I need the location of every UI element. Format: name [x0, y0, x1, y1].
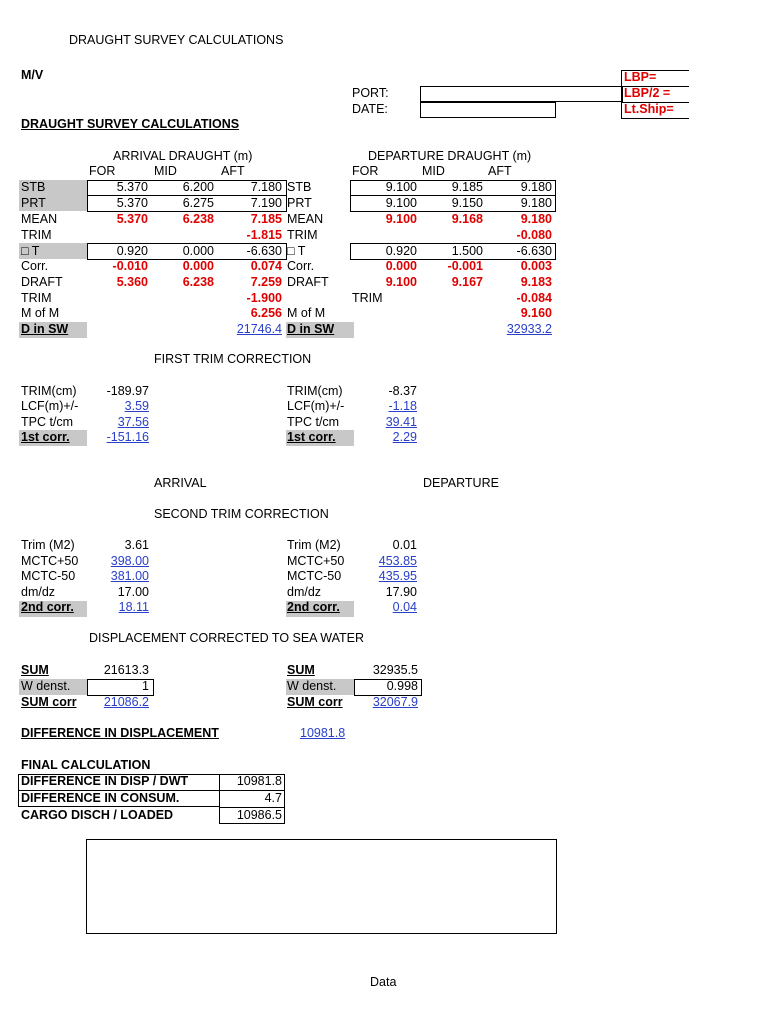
arrival-row-label: □ T [21, 244, 40, 258]
lbp-label: LBP= [624, 70, 657, 84]
departure-row-label: TRIM [287, 228, 318, 242]
first-trim-arrival-label: LCF(m)+/- [21, 399, 79, 414]
second-trim-arrival-label: 2nd corr. [21, 600, 74, 615]
departure-row-label: M of M [287, 306, 326, 320]
second-trim-departure-value[interactable]: 0.04 [392, 600, 417, 615]
departure-for-value: 0.000 [385, 259, 417, 273]
arrival-row-label: DRAFT [21, 275, 63, 289]
second-trim-arrival-value: 17.00 [117, 584, 149, 599]
first-trim-arrival-value[interactable]: -151.16 [106, 429, 149, 444]
first-trim-title: FIRST TRIM CORRECTION [154, 352, 312, 366]
departure-for-value: 9.100 [385, 212, 417, 226]
arrival-for-value: -0.010 [112, 259, 148, 273]
departure-row-label: TRIM [352, 291, 383, 305]
arrival-row-label: STB [21, 180, 46, 194]
second-trim-departure-label: 2nd corr. [287, 600, 340, 615]
first-trim-departure-label: LCF(m)+/- [287, 399, 345, 414]
port-field[interactable] [420, 86, 623, 102]
lbp-half-label: LBP/2 = [624, 86, 671, 100]
departure-aft-value[interactable]: 9.180 [520, 180, 552, 194]
arrival-row-label: TRIM [21, 228, 52, 242]
departure-col-mid: MID [422, 164, 445, 178]
departure-row-label: □ T [287, 244, 306, 258]
displacement-arrival-value[interactable]: 1 [142, 679, 149, 693]
departure-aft-value: 32933.2 [506, 322, 552, 336]
final-row-value: 10986.5 [236, 808, 282, 822]
second-trim-arrival-value[interactable]: 381.00 [110, 569, 149, 584]
arrival-mid-value: 6.238 [182, 275, 214, 289]
displacement-departure-value: 32935.5 [372, 663, 418, 677]
displacement-departure-value[interactable]: 32067.9 [372, 695, 418, 709]
departure-aft-value[interactable]: -6.630 [516, 244, 552, 258]
final-row-value: 10981.8 [236, 774, 282, 788]
second-trim-arrival-label: MCTC-50 [21, 569, 76, 584]
second-trim-arrival-label: dm/dz [21, 584, 56, 599]
final-title: FINAL CALCULATION [21, 758, 151, 772]
arrival-col-aft: AFT [221, 164, 245, 178]
final-row-label: CARGO DISCH / LOADED [21, 808, 174, 822]
first-trim-departure-label: TRIM(cm) [287, 384, 343, 398]
arrival-aft-value[interactable]: 7.180 [250, 180, 282, 194]
arrival-aft-value: 6.256 [250, 306, 282, 320]
displacement-arrival-label: SUM corr [21, 695, 77, 709]
page-heading: DRAUGHT SURVEY CALCULATIONS [69, 33, 284, 47]
final-row-value: 4.7 [264, 791, 282, 805]
displacement-departure-label: SUM [287, 663, 315, 677]
arrival-for-value: 5.360 [116, 275, 148, 289]
arrival-for-value[interactable]: 5.370 [116, 180, 148, 194]
arrival-row-label: TRIM [21, 291, 52, 305]
difference-value[interactable]: 10981.8 [300, 726, 346, 740]
departure-row-label: MEAN [287, 212, 324, 226]
departure-row-label: STB [287, 180, 312, 194]
displacement-arrival-value: 21613.3 [103, 663, 149, 677]
second-trim-departure-label: MCTC-50 [287, 569, 342, 584]
departure-mid-value: 9.167 [451, 275, 483, 289]
first-trim-departure-value[interactable]: -1.18 [388, 399, 417, 414]
departure-aft-value: -0.084 [516, 291, 552, 305]
first-trim-departure-value: -8.37 [388, 384, 417, 398]
displacement-departure-value[interactable]: 0.998 [386, 679, 418, 693]
arrival-aft-value: 7.259 [250, 275, 282, 289]
departure-for-value[interactable]: 9.100 [385, 180, 417, 194]
displacement-arrival-value[interactable]: 21086.2 [103, 695, 149, 709]
first-trim-departure-value[interactable]: 39.41 [385, 414, 417, 429]
departure-aft-value[interactable]: 9.180 [520, 196, 552, 210]
first-trim-departure-label: TPC t/cm [287, 414, 340, 429]
first-trim-arrival-value: -189.97 [106, 384, 149, 398]
arrival-mid-value[interactable]: 6.275 [182, 196, 214, 210]
departure-col-for: FOR [352, 164, 379, 178]
departure-aft-value: 9.180 [520, 212, 552, 226]
second-trim-departure-value[interactable]: 453.85 [378, 553, 417, 568]
departure-aft-value: 9.160 [520, 306, 552, 320]
arrival-draught-title: ARRIVAL DRAUGHT (m) [113, 149, 253, 163]
date-field[interactable] [420, 102, 556, 118]
arrival-mid-value[interactable]: 6.200 [182, 180, 214, 194]
second-trim-departure-label: dm/dz [287, 584, 322, 599]
second-trim-title: SECOND TRIM CORRECTION [154, 507, 329, 521]
first-trim-departure-value[interactable]: 2.29 [392, 429, 417, 444]
departure-for-value[interactable]: 0.920 [385, 244, 417, 258]
displacement-arrival-label: W denst. [21, 679, 71, 693]
second-trim-departure-label: MCTC+50 [287, 553, 345, 568]
arrival-row-label: M of M [21, 306, 60, 320]
departure-aft-value: 0.003 [520, 259, 552, 273]
departure-col-aft: AFT [488, 164, 512, 178]
vessel-label: M/V [21, 68, 44, 82]
departure-draught-title: DEPARTURE DRAUGHT (m) [368, 149, 532, 163]
arrival-row-label: MEAN [21, 212, 58, 226]
departure-row-label: D in SW [287, 322, 335, 336]
arrival-row-label: D in SW [21, 322, 69, 336]
arrival-mid-value: 0.000 [182, 259, 214, 273]
arrival-col-mid: MID [154, 164, 177, 178]
departure-row-label: DRAFT [287, 275, 329, 289]
arrival-aft-value: 0.074 [250, 259, 282, 273]
remarks-box[interactable] [86, 839, 557, 934]
first-trim-arrival-value[interactable]: 3.59 [124, 399, 149, 414]
first-trim-departure-label: 1st corr. [287, 429, 336, 444]
arrival-heading: ARRIVAL [154, 476, 207, 490]
departure-mid-value[interactable]: 9.150 [451, 196, 483, 210]
departure-mid-value[interactable]: 9.185 [451, 180, 483, 194]
displacement-title: DISPLACEMENT CORRECTED TO SEA WATER [89, 631, 365, 645]
arrival-aft-value[interactable]: 7.190 [250, 196, 282, 210]
departure-row-label: PRT [287, 196, 312, 210]
first-trim-arrival-label: TRIM(cm) [21, 384, 77, 398]
arrival-mid-value: 6.238 [182, 212, 214, 226]
first-trim-arrival-label: 1st corr. [21, 429, 70, 444]
light-ship-label: Lt.Ship= [624, 102, 674, 116]
departure-mid-value[interactable]: 1.500 [451, 244, 483, 258]
second-trim-arrival-value[interactable]: 398.00 [110, 553, 149, 568]
arrival-for-value: 5.370 [116, 212, 148, 226]
departure-row-label: Corr. [287, 259, 315, 273]
arrival-row-label: PRT [21, 196, 46, 210]
date-label: DATE: [352, 102, 388, 116]
displacement-arrival-label: SUM [21, 663, 49, 677]
sheet-tab-data[interactable]: Data [370, 975, 397, 989]
difference-label: DIFFERENCE IN DISPLACEMENT [21, 726, 219, 740]
arrival-row-label: Corr. [21, 259, 49, 273]
arrival-aft-value: -1.815 [246, 228, 282, 242]
departure-mid-value: 9.168 [451, 212, 483, 226]
final-row-label: DIFFERENCE IN CONSUM. [21, 791, 180, 805]
departure-mid-value: -0.001 [447, 259, 483, 273]
second-trim-departure-value: 0.01 [392, 538, 417, 552]
departure-for-value: 9.100 [385, 275, 417, 289]
section-title: DRAUGHT SURVEY CALCULATIONS [21, 117, 240, 131]
port-label: PORT: [352, 86, 389, 100]
second-trim-departure-label: Trim (M2) [287, 538, 341, 552]
arrival-aft-value: 21746.4 [236, 322, 282, 336]
arrival-mid-value[interactable]: 0.000 [182, 244, 214, 258]
second-trim-arrival-value: 3.61 [124, 538, 149, 552]
final-row-label: DIFFERENCE IN DISP / DWT [21, 774, 189, 788]
arrival-aft-value[interactable]: -6.630 [246, 244, 282, 258]
second-trim-departure-value[interactable]: 435.95 [378, 569, 417, 584]
arrival-for-value[interactable]: 0.920 [116, 244, 148, 258]
displacement-departure-label: W denst. [287, 679, 337, 693]
arrival-for-value[interactable]: 5.370 [116, 196, 148, 210]
second-trim-arrival-label: Trim (M2) [21, 538, 75, 552]
departure-aft-value: -0.080 [516, 228, 552, 242]
second-trim-departure-value: 17.90 [385, 584, 417, 599]
departure-for-value[interactable]: 9.100 [385, 196, 417, 210]
first-trim-arrival-value[interactable]: 37.56 [117, 414, 149, 429]
arrival-aft-value: -1.900 [246, 291, 282, 305]
departure-aft-value: 9.183 [520, 275, 552, 289]
second-trim-arrival-label: MCTC+50 [21, 553, 79, 568]
arrival-aft-value: 7.185 [250, 212, 282, 226]
second-trim-arrival-value[interactable]: 18.11 [118, 600, 149, 615]
first-trim-arrival-label: TPC t/cm [21, 414, 74, 429]
arrival-col-for: FOR [89, 164, 116, 178]
departure-heading: DEPARTURE [423, 476, 499, 490]
displacement-departure-label: SUM corr [287, 695, 343, 709]
